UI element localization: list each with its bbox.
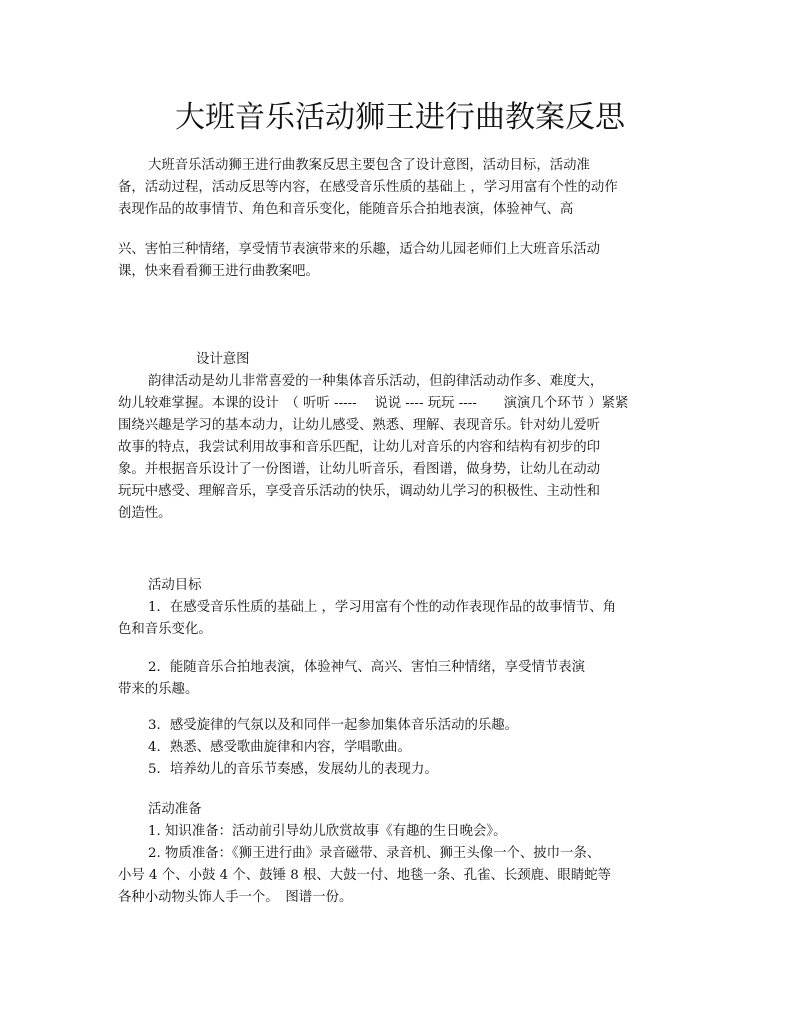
intro-line: 备，活动过程，活动反思等内容，在感受音乐性质的基础上 ，学习用富有个性的动作: [118, 180, 618, 195]
prep-item: 2. 物质准备：《狮王进行曲》录音磁带、录音机、狮王头像一个、披巾一条、: [148, 846, 601, 861]
design-line: 故事的特点，我尝试利用故事和音乐匹配，让幼儿对音乐的内容和结构有初步的印: [118, 440, 601, 455]
goals-heading: 活动目标: [148, 578, 202, 593]
design-line: 韵律活动是幼儿非常喜爱的一种集体音乐活动，但韵律活动动作多、难度大，: [148, 374, 604, 389]
prep-item: 各种小动物头饰人手一个。 图谱一份。: [118, 890, 353, 905]
goal-item: 5．培养幼儿的音乐节奏感，发展幼儿的表现力。: [148, 762, 438, 777]
goal-item: 1．在感受音乐性质的基础上 ，学习用富有个性的动作表现作品的故事情节、角: [148, 600, 617, 615]
goal-item: 2．能随音乐合拍地表演，体验神气、高兴、害怕三种情绪，享受情节表演: [148, 660, 586, 675]
document-title: 大班音乐活动狮王进行曲教案反思: [175, 100, 625, 135]
design-line: 创造性。: [118, 506, 172, 521]
design-heading: 设计意图: [196, 352, 250, 367]
prep-item: 小号 4 个、小鼓 4 个、鼓锤 8 根、大鼓一付、地毯一条、孔雀、长颈鹿、眼睛蛇等: [118, 868, 611, 883]
goal-item: 带来的乐趣。: [118, 682, 199, 697]
intro-line: 大班音乐活动狮王进行曲教案反思主要包含了设计意图，活动目标，活动准: [148, 158, 590, 173]
design-line: 幼儿较难掌握。本课的设计 （ 听听 ----- 说说 ---- 玩玩 ---- 演演几个环节 ）紧紧: [118, 396, 629, 411]
goal-item: 色和音乐变化。: [118, 622, 212, 637]
design-line: 玩玩中感受、理解音乐，享受音乐活动的快乐，调动幼儿学习的积极性、主动性和: [118, 484, 601, 499]
prep-item: 1. 知识准备：活动前引导幼儿欣赏故事《有趣的生日晚会》。: [148, 824, 507, 839]
intro-line: 兴、害怕三种情绪，享受情节表演带来的乐趣，适合幼儿园老师们上大班音乐活动: [118, 242, 601, 257]
intro-line: 课，快来看看狮王进行曲教案吧。: [118, 264, 319, 279]
design-line: 围绕兴趣是学习的基本动力，让幼儿感受、熟悉、理解、表现音乐。针对幼儿爱听: [118, 418, 601, 433]
goal-item: 4．熟悉、感受歌曲旋律和内容，学唱歌曲。: [148, 740, 411, 755]
intro-line: 表现作品的故事情节、角色和音乐变化，能随音乐合拍地表演，体验神气、高: [118, 202, 574, 217]
goal-item: 3．感受旋律的气氛以及和同伴一起参加集体音乐活动的乐趣。: [148, 718, 519, 733]
design-line: 象。并根据音乐设计了一份图谱，让幼儿听音乐，看图谱，做身势，让幼儿在动动: [118, 462, 601, 477]
prep-heading: 活动准备: [148, 802, 202, 817]
